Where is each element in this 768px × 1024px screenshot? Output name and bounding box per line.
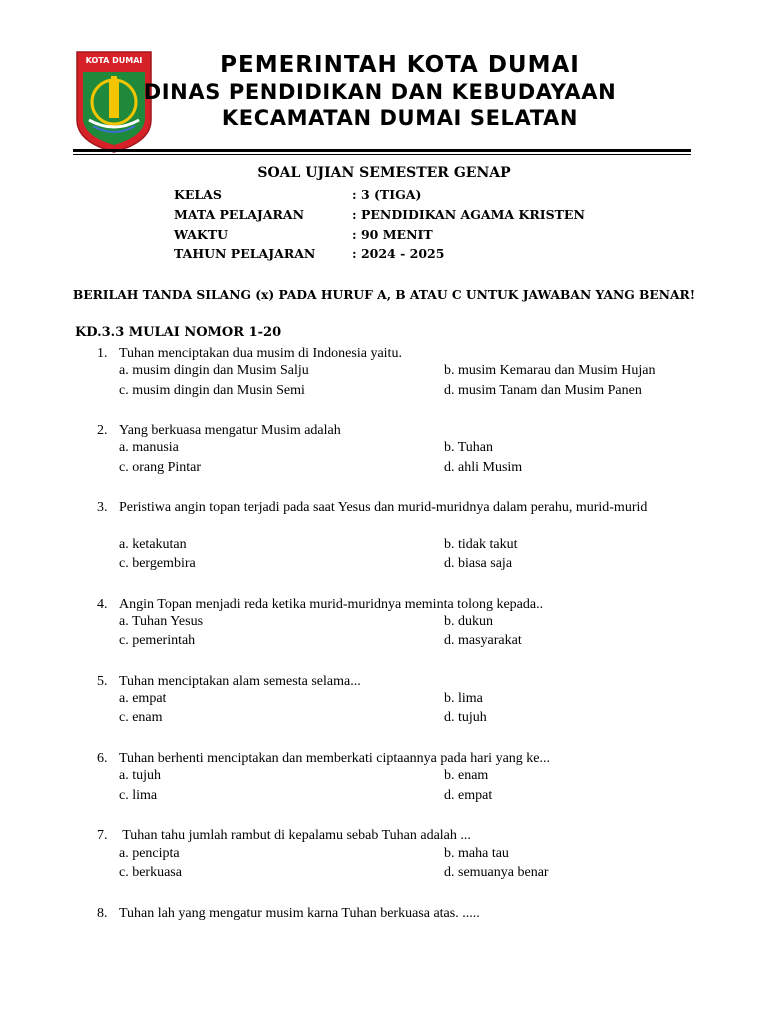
svg-text:KOTA DUMAI: KOTA DUMAI bbox=[85, 56, 143, 65]
header-divider-thick bbox=[73, 149, 691, 152]
option-d: d. ahli Musim bbox=[444, 460, 523, 475]
option-a: a. empat bbox=[119, 691, 167, 706]
question-number: 7. bbox=[97, 828, 108, 843]
option-c: c. enam bbox=[119, 710, 163, 725]
option-b: b. musim Kemarau dan Musim Hujan bbox=[444, 363, 656, 378]
option-b: b. lima bbox=[444, 691, 483, 706]
question-number: 2. bbox=[97, 423, 108, 438]
option-d: d. masyarakat bbox=[444, 633, 522, 648]
option-b: b. dukun bbox=[444, 614, 493, 629]
info-value: : 2024 - 2025 bbox=[352, 246, 445, 261]
info-value: : 90 MENIT bbox=[352, 227, 433, 242]
option-b: b. Tuhan bbox=[444, 440, 494, 455]
option-c: c. pemerintah bbox=[119, 633, 196, 648]
question-number: 6. bbox=[97, 751, 108, 766]
question-number: 8. bbox=[97, 906, 108, 921]
option-a: a. tujuh bbox=[119, 768, 161, 783]
option-a: a. ketakutan bbox=[119, 537, 187, 552]
option-a: a. musim dingin dan Musim Salju bbox=[119, 363, 309, 378]
info-value: : PENDIDIKAN AGAMA KRISTEN bbox=[352, 207, 585, 222]
government-title: PEMERINTAH KOTA DUMAI bbox=[220, 52, 580, 78]
exam-title: SOAL UJIAN SEMESTER GENAP bbox=[257, 165, 511, 181]
option-a: a. pencipta bbox=[119, 846, 180, 861]
question-number: 5. bbox=[97, 674, 108, 689]
question-number: 3. bbox=[97, 500, 108, 515]
option-c: c. berkuasa bbox=[119, 865, 182, 880]
question-text: Tuhan tahu jumlah rambut di kepalamu sebab Tuhan adalah ... bbox=[119, 828, 471, 843]
option-b: b. tidak takut bbox=[444, 537, 518, 552]
question-text: Tuhan lah yang mengatur musim karna Tuhan berkuasa atas. ..... bbox=[119, 906, 480, 921]
header-divider-thin bbox=[73, 154, 691, 155]
question-text: Tuhan menciptakan alam semesta selama... bbox=[119, 674, 361, 689]
question-text: Tuhan berhenti menciptakan dan memberkati ciptaannya pada hari yang ke... bbox=[119, 751, 550, 766]
info-label: TAHUN PELAJARAN bbox=[174, 246, 316, 261]
option-a: a. Tuhan Yesus bbox=[119, 614, 204, 629]
question-text: Tuhan menciptakan dua musim di Indonesia yaitu. bbox=[119, 346, 402, 361]
question-text: Angin Topan menjadi reda ketika murid-muridnya meminta tolong kepada.. bbox=[119, 597, 544, 612]
instruction: BERILAH TANDA SILANG (x) PADA HURUF A, B ATAU C UNTUK JAWABAN YANG BENAR! bbox=[72, 287, 696, 302]
option-d: d. empat bbox=[444, 788, 493, 803]
option-d: d. semuanya benar bbox=[444, 865, 549, 880]
option-c: c. bergembira bbox=[119, 556, 196, 571]
option-c: c. lima bbox=[119, 788, 158, 803]
option-d: d. biasa saja bbox=[444, 556, 513, 571]
info-value: : 3 (TIGA) bbox=[352, 187, 422, 202]
question-text: Peristiwa angin topan terjadi pada saat Yesus dan murid-muridnya dalam perahu, murid-murid bbox=[119, 500, 648, 515]
option-d: d. musim Tanam dan Musim Panen bbox=[444, 383, 642, 398]
option-c: c. musim dingin dan Musin Semi bbox=[119, 383, 305, 398]
option-b: b. maha tau bbox=[444, 846, 509, 861]
question-number: 4. bbox=[97, 597, 108, 612]
district-title: KECAMATAN DUMAI SELATAN bbox=[221, 106, 579, 130]
option-c: c. orang Pintar bbox=[119, 460, 202, 475]
option-a: a. manusia bbox=[119, 440, 179, 455]
info-label: WAKTU bbox=[174, 227, 229, 242]
section-heading: KD.3.3 MULAI NOMOR 1-20 bbox=[75, 325, 282, 340]
info-label: KELAS bbox=[174, 187, 222, 202]
department-title: DINAS PENDIDIKAN DAN KEBUDAYAAN bbox=[143, 80, 617, 104]
option-b: b. enam bbox=[444, 768, 489, 783]
question-number: 1. bbox=[97, 346, 108, 361]
question-text: Yang berkuasa mengatur Musim adalah bbox=[119, 423, 341, 438]
info-label: MATA PELAJARAN bbox=[174, 207, 305, 222]
option-d: d. tujuh bbox=[444, 710, 487, 725]
